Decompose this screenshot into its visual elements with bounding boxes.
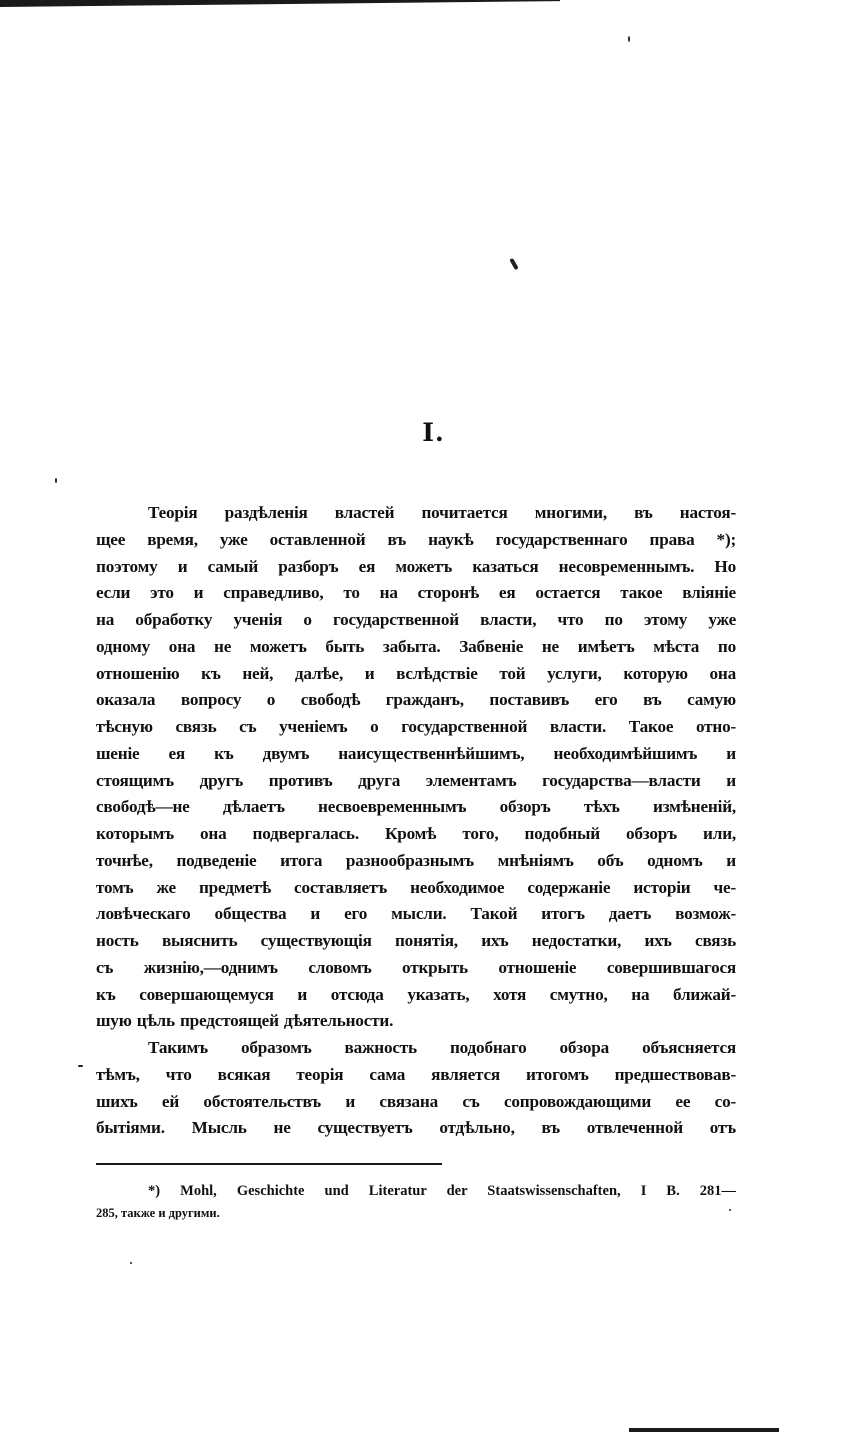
text-line: одному она не можетъ быть забыта. Забвеніе не имѣетъ мѣста по <box>96 636 736 656</box>
scan-speck <box>130 1262 132 1264</box>
text-line: стоящимъ другъ противъ друга элементамъ государства—власти и <box>96 770 736 790</box>
text-line: шеніе ея къ двумъ наисущественнѣйшимъ, необходимѣйшимъ и <box>96 743 736 763</box>
text-line: шихъ ей обстоятельствъ и связана съ сопровождающими ее со- <box>96 1091 736 1111</box>
text-line: къ совершающемуся и отсюда указать, хотя смутно, на ближай- <box>96 984 736 1004</box>
scan-speck <box>729 1209 731 1211</box>
chapter-heading: I. <box>422 418 445 447</box>
body-text <box>96 500 736 1142</box>
scan-speck <box>55 478 57 483</box>
text-line: оказала вопросу о свободѣ гражданъ, поставивъ его въ самую <box>96 690 736 710</box>
text-line: бытіями. Мысль не существуетъ отдѣльно, въ отвлеченной отъ <box>96 1118 736 1138</box>
scan-speck <box>78 1065 83 1067</box>
text-line: Теорія раздѣленія властей почитается многими, въ настоя- <box>148 503 736 522</box>
footnote <box>96 1180 736 1224</box>
scan-speck <box>509 258 518 270</box>
scan-speck <box>628 36 630 42</box>
text-line: ловѣческаго общества и его мысли. Такой итогъ даетъ возмож- <box>96 904 736 924</box>
text-line: Такимъ образомъ важность подобнаго обзора объясняется <box>148 1038 736 1057</box>
text-line: щее время, уже оставленной въ наукѣ государственнаго права *); <box>96 529 736 549</box>
scan-edge-top <box>0 0 560 7</box>
footnote-separator <box>96 1163 442 1165</box>
footnote-line: *) Mohl, Geschichte und Literatur der Staatswissenschaften, I B. 281— <box>148 1183 736 1199</box>
text-line: томъ же предметѣ составляетъ необходимое содержаніе исторіи че- <box>96 877 736 897</box>
text-line: отношенію къ ней, далѣе, и вслѣдствіе той услуги, которую она <box>96 663 736 683</box>
text-line: на обработку ученія о государственной власти, что по этому уже <box>96 610 736 629</box>
text-line: шую цѣль предстоящей дѣятельности. <box>96 1011 394 1031</box>
scan-edge-bottom <box>629 1428 779 1432</box>
text-line: точнѣе, подведеніе итога разнообразнымъ мнѣніямъ объ одномъ и <box>96 850 736 870</box>
text-line: тѣсную связь съ ученіемъ о государственной власти. Такое отно- <box>96 717 736 736</box>
text-line: свободѣ—не дѣлаетъ несвоевременнымъ обзоръ тѣхъ измѣненій, <box>96 797 736 817</box>
text-line: тѣмъ, что всякая теорія сама является итогомъ предшествовав- <box>96 1064 736 1084</box>
text-line: поэтому и самый разборъ ея можетъ казаться несовременнымъ. Но <box>96 556 736 576</box>
text-line: которымъ она подвергалась. Кромѣ того, подобный обзоръ или, <box>96 824 736 843</box>
footnote-line: 285, также и другими. <box>96 1206 220 1220</box>
text-line: съ жизнію,—однимъ словомъ открыть отношеніе совершившагося <box>96 957 736 977</box>
text-line: если это и справедливо, то на сторонѣ ея остается такое вліяніе <box>96 583 736 603</box>
text-line: ность выяснить существующія понятія, ихъ недостатки, ихъ связь <box>96 931 736 950</box>
